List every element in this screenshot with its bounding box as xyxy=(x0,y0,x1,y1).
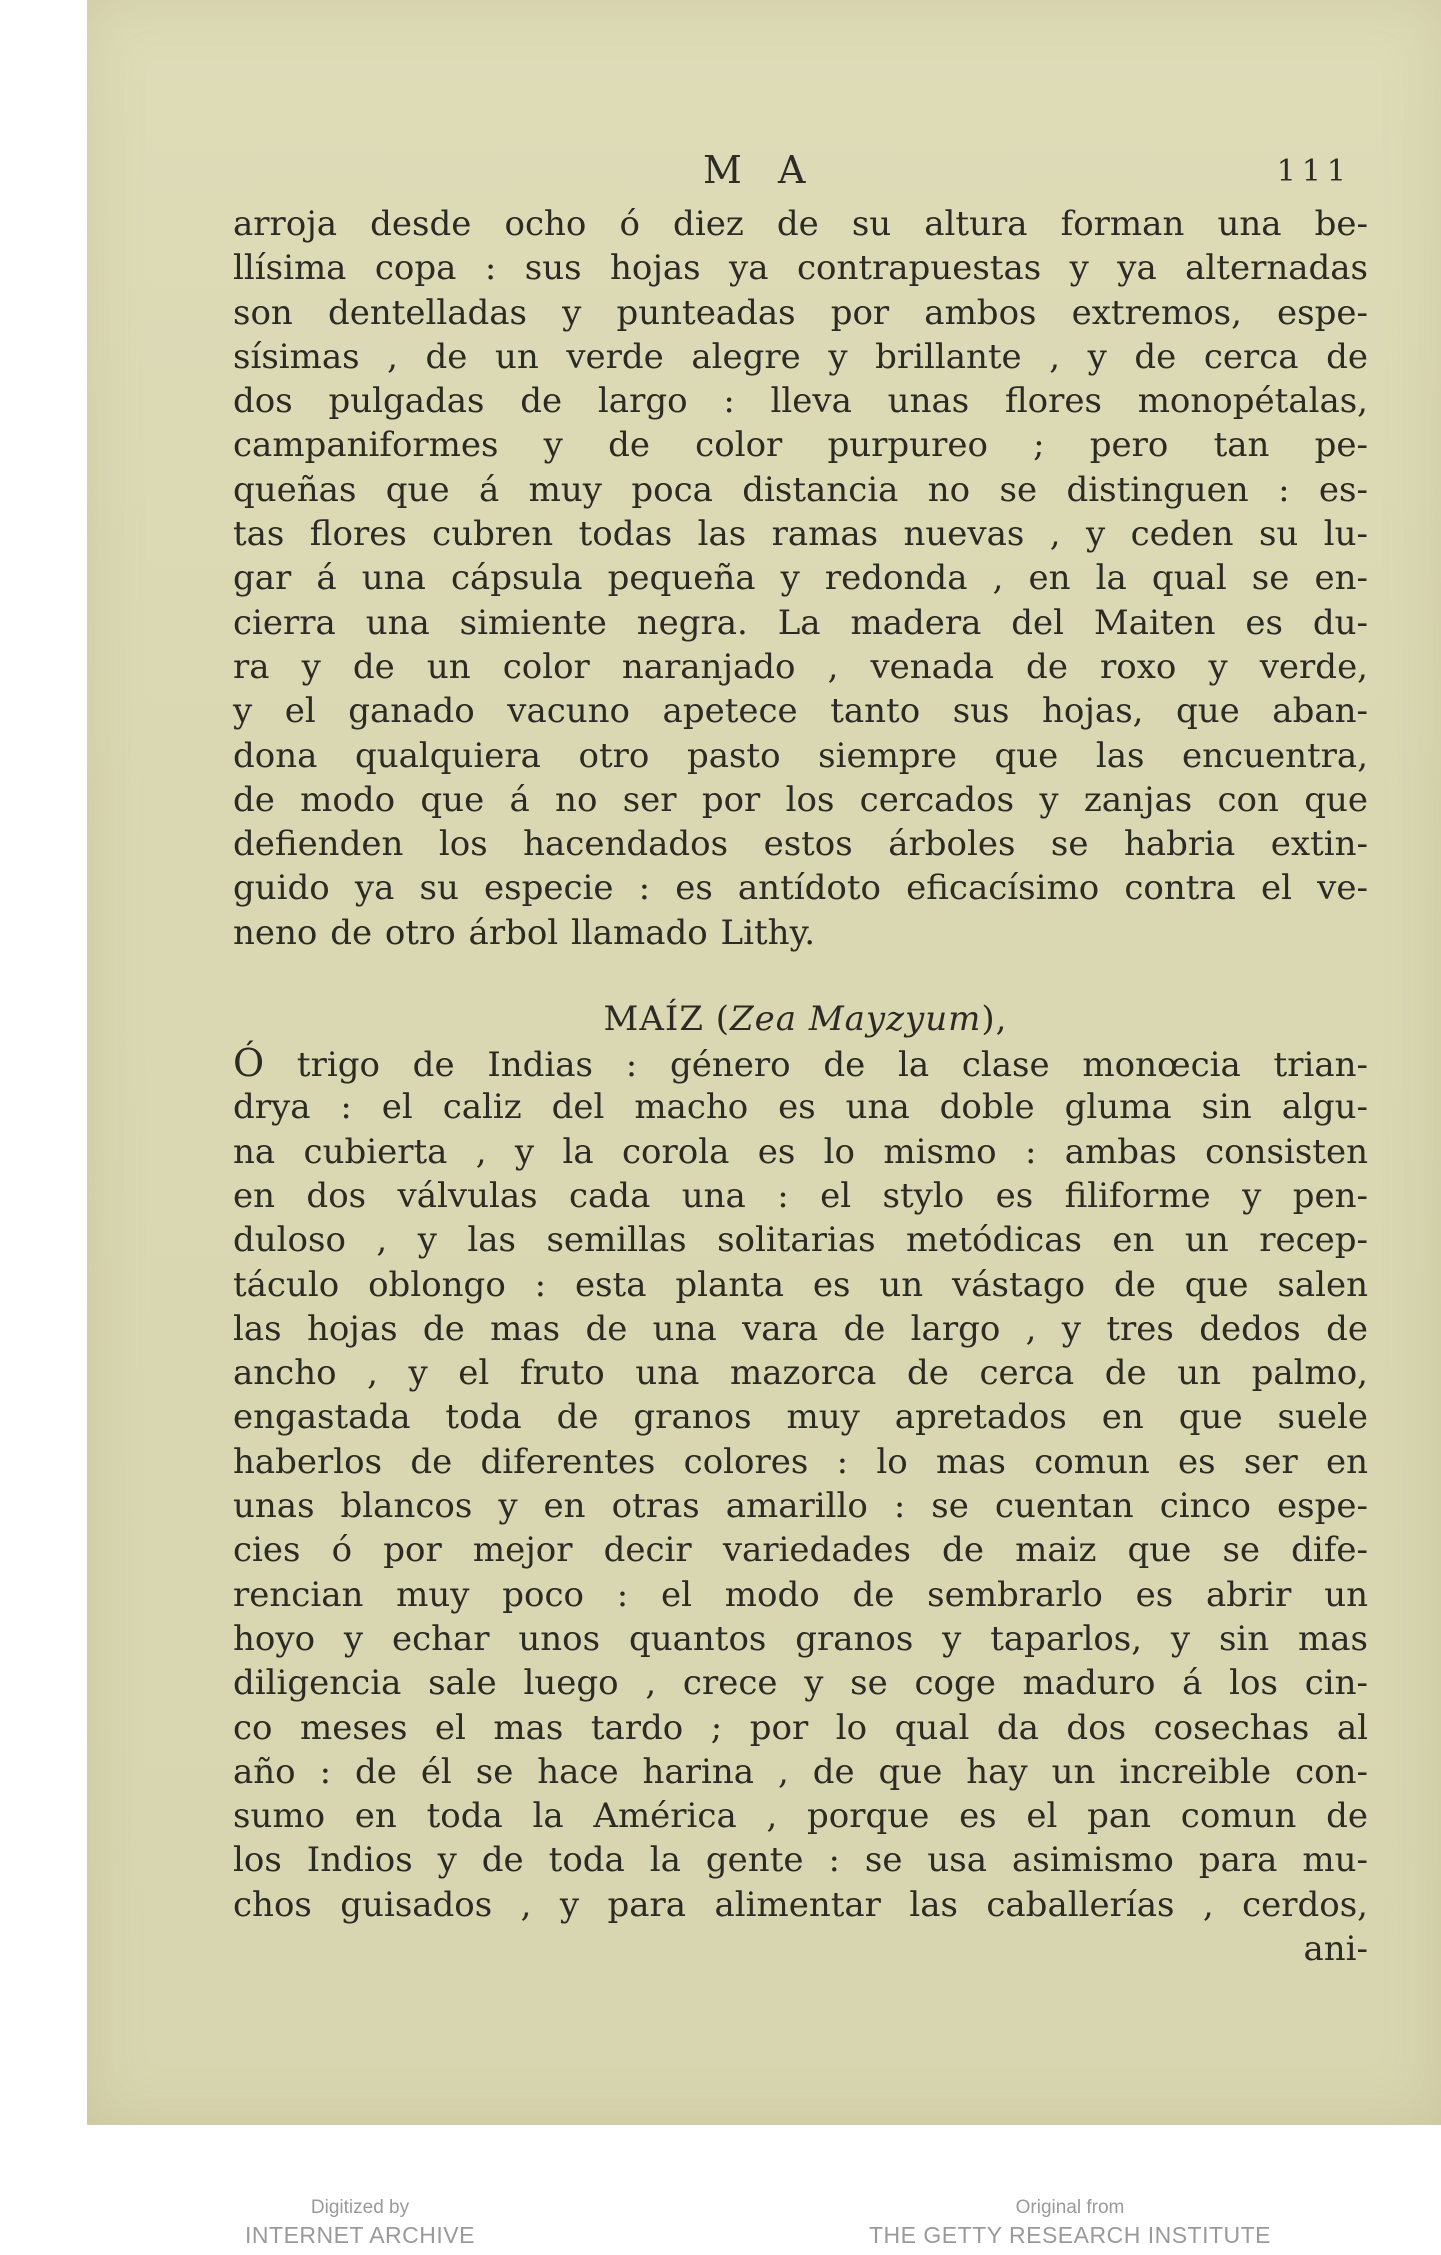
text-line: arroja desde ocho ó diez de su altura forman una be- xyxy=(233,204,1368,244)
initial-letter: Ó xyxy=(233,1041,265,1086)
text-line: dona qualquiera otro pasto siempre que las encuentra, xyxy=(233,735,1368,776)
text-line: dos pulgadas de largo : lleva unas flores monopétalas, xyxy=(233,381,1368,422)
text-line: ancho , y el fruto una mazorca de cerca de un palmo, xyxy=(233,1353,1368,1394)
text-line: unas blancos y en otras amarillo : se cuentan cinco espe- xyxy=(233,1486,1368,1527)
heading-close-paren: ), xyxy=(981,999,1008,1040)
text-line: cierra una simiente negra. La madera del Maiten es du- xyxy=(233,602,1368,643)
provenance-stamp xyxy=(0,0,60,2255)
text-line: cies ó por mejor decir variedades de maiz que se dife- xyxy=(233,1530,1368,1571)
text-line: llísima copa : sus hojas ya contrapuestas y ya alternadas xyxy=(233,248,1368,289)
text-line: defienden los hacendados estos árboles se habria extin- xyxy=(233,824,1368,865)
provenance-line-2 xyxy=(0,1071,2,2221)
text-line: guido ya su especie : es antídoto eficacísimo contra el ve- xyxy=(233,868,1368,909)
text-line: de modo que á no ser por los cercados y zanjas con que xyxy=(233,779,1368,820)
text-line: son dentelladas y punteadas por ambos extremos, espe- xyxy=(233,292,1368,333)
heading-open-paren: ( xyxy=(715,999,731,1040)
text-line: duloso , y las semillas solitarias metódicas en un recep- xyxy=(233,1220,1368,1261)
source-institution: THE GETTY RESEARCH INSTITUTE xyxy=(868,2222,1272,2248)
text-line: tas flores cubren todas las ramas nuevas , y ceden su lu- xyxy=(233,514,1368,555)
text-line: engastada toda de granos muy apretados en que suele xyxy=(233,1397,1368,1438)
text-line: co meses el mas tardo ; por lo qual da dos cosechas al xyxy=(233,1707,1368,1748)
text-line: año : de él se hace harina , de que hay un increible con- xyxy=(233,1751,1368,1792)
text-line xyxy=(233,1041,1368,1085)
page-number: 111 xyxy=(1276,154,1352,189)
page-header xyxy=(233,140,1368,200)
text-line: rencian muy poco : el modo de sembrarlo es abrir un xyxy=(233,1574,1368,1615)
text-line: na cubierta , y la corola es lo mismo : ambas consisten xyxy=(233,1131,1368,1172)
entry-maiten-continuation xyxy=(233,202,1368,955)
text-line: los Indios y de toda la gente : se usa asimismo para mu- xyxy=(233,1840,1368,1881)
entry-headword: MAÍZ xyxy=(603,999,704,1040)
digitizer-credit xyxy=(220,2196,500,2250)
text-line: diligencia sale luego , crece y se coge maduro á los cin- xyxy=(233,1663,1368,1704)
text-line: y el ganado vacuno apetece tanto sus hojas, que aban- xyxy=(233,691,1368,732)
running-head: M A xyxy=(703,148,818,192)
text-line: ra y de un color naranjado , venada de roxo y verde, xyxy=(233,646,1368,687)
text-line: hoyo y echar unos quantos granos y taparlos, y sin mas xyxy=(233,1618,1368,1659)
entry-maiz-body xyxy=(233,1085,1368,1927)
text-line: sumo en toda la América , porque es el pan comun de xyxy=(233,1796,1368,1837)
text-line: campaniformes y de color purpureo ; pero tan pe- xyxy=(233,425,1368,466)
first-line-rest: trigo de Indias : género de la clase monœcia trian- xyxy=(264,1045,1368,1086)
text-line: táculo oblongo : esta planta es un vástago de que salen xyxy=(233,1264,1368,1305)
text-line: en dos válvulas cada una : el stylo es filiforme y pen- xyxy=(233,1175,1368,1216)
original-from-label: Original from xyxy=(1015,2197,1125,2218)
text-line: sísimas , de un verde alegre y brillante , y de cerca de xyxy=(233,336,1368,377)
text-line: chos guisados , y para alimentar las caballerías , cerdos, xyxy=(233,1884,1368,1925)
digitizer-name: INTERNET ARCHIVE xyxy=(245,2222,475,2248)
text-line: las hojas de mas de una vara de largo , y tres dedos de xyxy=(233,1308,1368,1349)
catchword: ani- xyxy=(1303,1928,1368,1969)
entry-heading-maiz xyxy=(233,997,1368,1041)
text-line: drya : el caliz del macho es una doble gluma sin algu- xyxy=(233,1087,1368,1128)
scanned-page xyxy=(87,0,1441,2125)
digitized-by-label: Digitized by xyxy=(310,2197,410,2218)
text-line: gar á una cápsula pequeña y redonda , en la qual se en- xyxy=(233,558,1368,599)
text-line: haberlos de diferentes colores : lo mas comun es ser en xyxy=(233,1441,1368,1482)
text-line: queñas que á muy poca distancia no se distinguen : es- xyxy=(233,469,1368,510)
text-line: neno de otro árbol llamado Lithy. xyxy=(233,912,816,953)
page-text-block xyxy=(233,140,1368,1971)
scientific-name: Zea Mayzyum xyxy=(730,999,982,1040)
source-credit xyxy=(860,2196,1280,2250)
